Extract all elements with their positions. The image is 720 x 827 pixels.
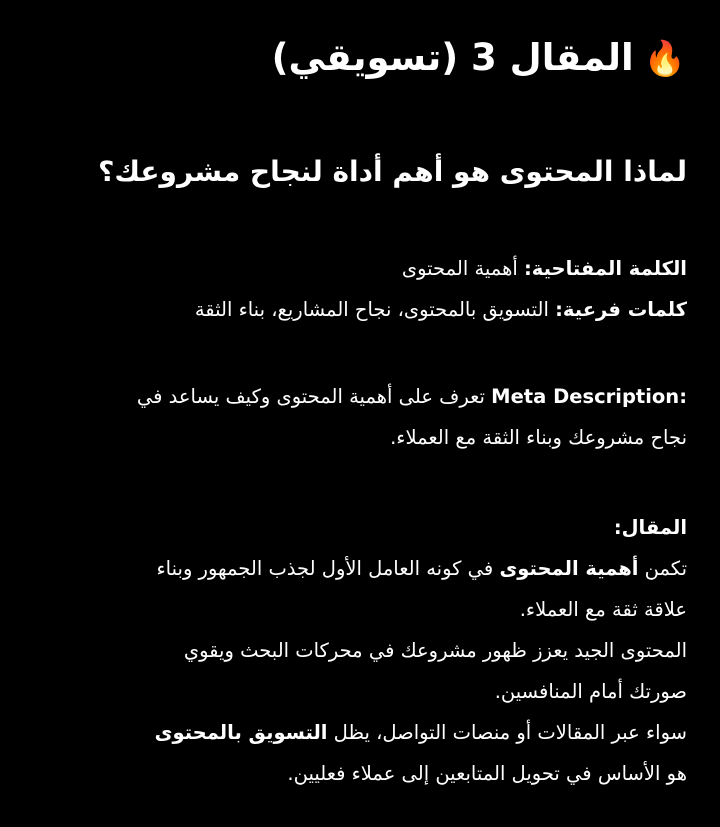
- article-title: [272, 28, 686, 89]
- meta-description-text-1: تعرف على أهمية المحتوى وكيف يساعد في: [136, 385, 492, 408]
- p1-bold-text: أهمية المحتوى: [499, 557, 639, 580]
- p3-bold-text: التسويق بالمحتوى: [154, 721, 328, 744]
- meta-description-label: Meta Description:: [491, 385, 687, 408]
- main-keyword-line: [30, 248, 687, 289]
- p1-text-before: تكمن: [638, 557, 687, 580]
- main-keyword-value: أهمية المحتوى: [401, 257, 524, 280]
- article-title-text: المقال 3 (تسويقي): [271, 36, 634, 79]
- fire-icon: 🔥: [643, 39, 686, 79]
- article-paragraph-3-line-2: هو الأساس في تحويل المتابعين إلى عملاء فعليين.: [287, 762, 687, 785]
- sub-keywords-value: التسويق بالمحتوى، نجاح المشاريع، بناء الثقة: [194, 298, 556, 321]
- meta-description-line-1: [30, 376, 687, 417]
- sub-keywords-label: كلمات فرعية:: [555, 298, 687, 321]
- meta-description-section: [30, 376, 687, 458]
- article-body: [30, 507, 687, 794]
- article-paragraph-2-line-2: صورتك أمام المنافسين.: [494, 680, 687, 703]
- article-heading: المقال:: [613, 516, 687, 539]
- keywords-section: [30, 248, 687, 330]
- sub-keywords-line: [30, 289, 687, 330]
- p3-text-before: سواء عبر المقالات أو منصات التواصل، يظل: [327, 721, 687, 744]
- meta-description-line-2: نجاح مشروعك وبناء الثقة مع العملاء.: [390, 426, 687, 449]
- article-paragraph-1-line-1: [30, 548, 687, 589]
- p1-text-after: في كونه العامل الأول لجذب الجمهور وبناء: [156, 557, 500, 580]
- article-subtitle: لماذا المحتوى هو أهم أداة لنجاح مشروعك؟: [98, 155, 687, 188]
- main-keyword-label: الكلمة المفتاحية:: [523, 257, 687, 280]
- article-paragraph-2-line-1: المحتوى الجيد يعزز ظهور مشروعك في محركات البحث ويقوي: [183, 639, 687, 662]
- article-paragraph-1-line-2: علاقة ثقة مع العملاء.: [519, 598, 687, 621]
- article-paragraph-3-line-1: [30, 712, 687, 753]
